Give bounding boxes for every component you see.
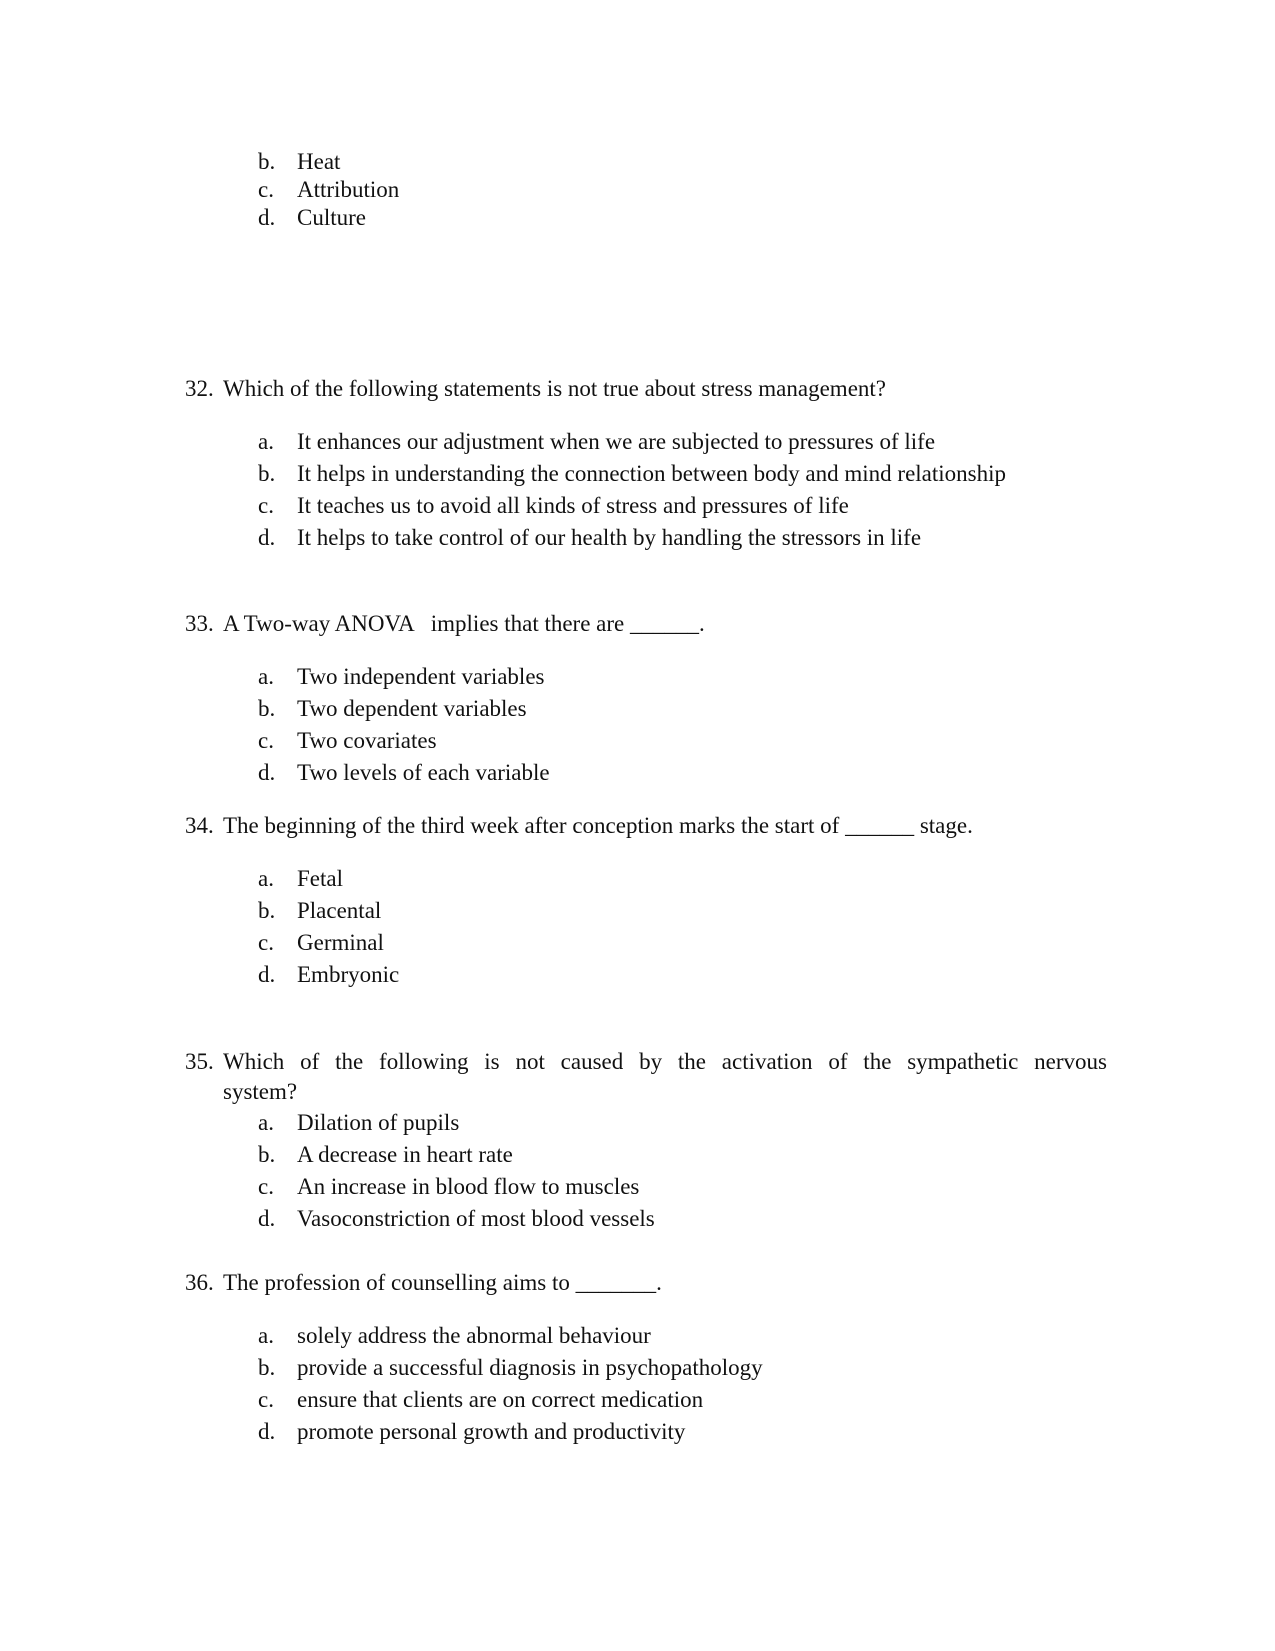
- option-text: Embryonic: [297, 962, 400, 987]
- option-letter: b.: [258, 1142, 276, 1167]
- option-letter: b.: [258, 1355, 276, 1380]
- option-letter: d.: [258, 525, 276, 550]
- option-text: It teaches us to avoid all kinds of stress and pressures of life: [297, 493, 849, 518]
- option-letter: a.: [258, 866, 274, 891]
- question-number: 33.: [185, 611, 214, 636]
- option-letter: d.: [258, 760, 276, 785]
- option-text: It enhances our adjustment when we are subjected to pressures of life: [297, 429, 936, 454]
- option-letter: b.: [258, 149, 276, 174]
- option-letter: b.: [258, 696, 276, 721]
- option-text: Two dependent variables: [297, 696, 527, 721]
- option-letter: a.: [258, 1323, 274, 1348]
- question-number: 34.: [185, 813, 214, 838]
- option-letter: c.: [258, 177, 274, 202]
- question-text: The beginning of the third week after conception marks the start of ______ stage.: [223, 813, 973, 838]
- option-text: Culture: [297, 205, 366, 230]
- question-number: 35.: [185, 1049, 214, 1074]
- option-letter: c.: [258, 1174, 274, 1199]
- option-text: Two levels of each variable: [297, 760, 550, 785]
- option-text: Placental: [297, 898, 382, 923]
- option-text: Germinal: [297, 930, 384, 955]
- option-text: Dilation of pupils: [297, 1110, 460, 1135]
- option-text: Attribution: [297, 177, 400, 202]
- option-text: A decrease in heart rate: [297, 1142, 513, 1167]
- option-text: An increase in blood flow to muscles: [297, 1174, 640, 1199]
- option-letter: c.: [258, 728, 274, 753]
- option-letter: d.: [258, 1419, 276, 1444]
- option-letter: a.: [258, 664, 274, 689]
- option-letter: b.: [258, 898, 276, 923]
- option-letter: b.: [258, 461, 276, 486]
- option-letter: a.: [258, 429, 274, 454]
- option-letter: a.: [258, 1110, 274, 1135]
- option-letter: d.: [258, 1206, 276, 1231]
- option-letter: d.: [258, 205, 276, 230]
- option-text: provide a successful diagnosis in psychopathology: [297, 1355, 763, 1380]
- option-text: Fetal: [297, 866, 343, 891]
- option-text: Vasoconstriction of most blood vessels: [297, 1206, 655, 1231]
- option-text: Two covariates: [297, 728, 437, 753]
- option-text: solely address the abnormal behaviour: [297, 1323, 651, 1348]
- question-text: A Two-way ANOVA implies that there are ______.: [223, 611, 705, 636]
- option-text: It helps to take control of our health by handling the stressors in life: [297, 525, 922, 550]
- option-letter: c.: [258, 493, 274, 518]
- question-text: The profession of counselling aims to _______.: [223, 1270, 662, 1295]
- option-text: Heat: [297, 149, 341, 174]
- question-text: Which of the following is not caused by the activation of the sympathetic nervous: [223, 1049, 1107, 1074]
- option-text: promote personal growth and productivity: [297, 1419, 686, 1444]
- option-letter: c.: [258, 1387, 274, 1412]
- option-letter: d.: [258, 962, 276, 987]
- option-text: Two independent variables: [297, 664, 545, 689]
- option-text: ensure that clients are on correct medication: [297, 1387, 704, 1412]
- question-number: 36.: [185, 1270, 214, 1295]
- option-text: It helps in understanding the connection between body and mind relationship: [297, 461, 1007, 486]
- option-letter: c.: [258, 930, 274, 955]
- question-text: system?: [223, 1079, 298, 1104]
- question-text: Which of the following statements is not true about stress management?: [223, 376, 887, 401]
- question-number: 32.: [185, 376, 214, 401]
